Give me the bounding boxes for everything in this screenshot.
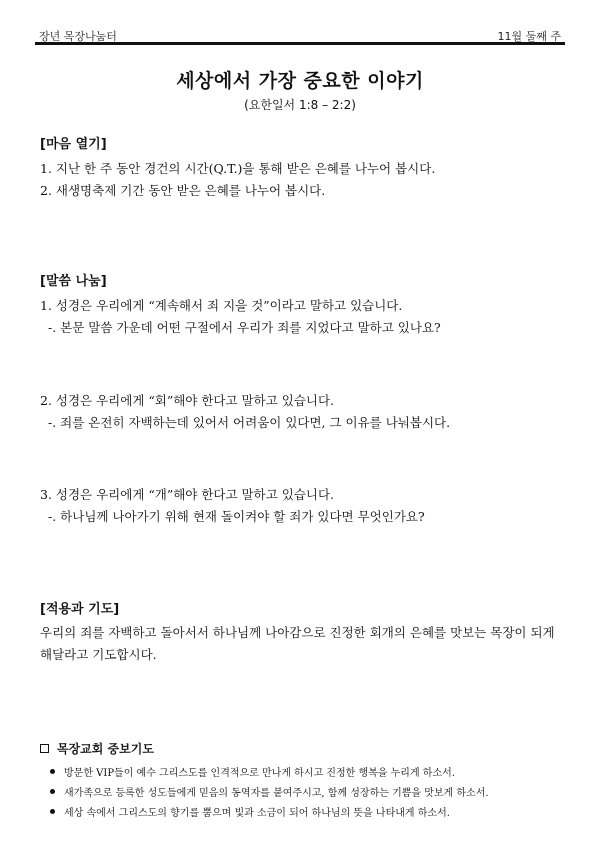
question-1-sub: -. 본문 말씀 가운데 어떤 구절에서 우리가 죄를 지었다고 말하고 있나요? bbox=[48, 320, 441, 335]
list-item bbox=[48, 804, 570, 824]
list-item bbox=[48, 764, 570, 784]
page-header bbox=[35, 24, 565, 42]
opening-item-1: 1. 지난 한 주 동안 경건의 시간(Q.T.)을 통해 받은 은혜를 나누어 봅시다. bbox=[40, 161, 436, 176]
prayer-item-3: 세상 속에서 그리스도의 향기를 뿜으며 빛과 소금이 되어 하나님의 뜻을 나타내게 하소서. bbox=[64, 808, 450, 819]
page-title: 세상에서 가장 중요한 이야기 bbox=[176, 70, 424, 92]
opening-heading: [마음 열기] bbox=[40, 137, 107, 152]
opening-item-2: 2. 새생명축제 기간 동안 받은 은혜를 나누어 봅시다. bbox=[40, 183, 326, 198]
bullet-icon bbox=[50, 789, 55, 794]
question-2-sub: -. 죄를 온전히 자백하는데 있어서 어려움이 있다면, 그 이유를 나눠봅시다. bbox=[48, 415, 451, 430]
prayer-list bbox=[48, 764, 570, 824]
prayer-item-1: 방문한 VIP들이 예수 그리스도를 인격적으로 만나게 하시고 진정한 행복을 누리게 하소서. bbox=[64, 768, 455, 779]
question-2: 2. 성경은 우리에게 “회”해야 한다고 말하고 있습니다. bbox=[40, 393, 335, 408]
question-3-sub: -. 하나님께 나아가기 위해 현재 돌이켜야 할 죄가 있다면 무엇인가요? bbox=[48, 509, 425, 524]
header-right: 11월 둘째 주 bbox=[497, 30, 561, 43]
application-heading: [적용과 기도] bbox=[40, 602, 120, 617]
checkbox-icon bbox=[40, 744, 49, 753]
question-1: 1. 성경은 우리에게 “계속해서 죄 지을 것”이라고 말하고 있습니다. bbox=[40, 298, 403, 313]
page-subtitle: (요한일서 1:8 – 2:2) bbox=[244, 98, 356, 112]
list-item bbox=[48, 784, 570, 804]
bullet-icon bbox=[50, 809, 55, 814]
header-rule bbox=[35, 42, 565, 45]
prayer-item-2: 새가족으로 등록한 성도들에게 믿음의 동역자를 붙여주시고, 함께 성장하는 기쁨을 맛보게 하소서. bbox=[64, 788, 489, 799]
prayer-heading-label: 목장교회 중보기도 bbox=[57, 742, 154, 756]
bullet-icon bbox=[50, 769, 55, 774]
application-text: 우리의 죄를 자백하고 돌아서서 하나님께 나아감으로 진정한 회개의 은혜를 맛보는 목장이 되게 해달라고 기도합시다. bbox=[40, 625, 555, 662]
prayer-heading bbox=[40, 740, 154, 757]
word-heading: [말씀 나눔] bbox=[40, 274, 107, 289]
header-left: 장년 목장나눔터 bbox=[39, 30, 117, 43]
question-3: 3. 성경은 우리에게 “개”해야 한다고 말하고 있습니다. bbox=[40, 487, 335, 502]
